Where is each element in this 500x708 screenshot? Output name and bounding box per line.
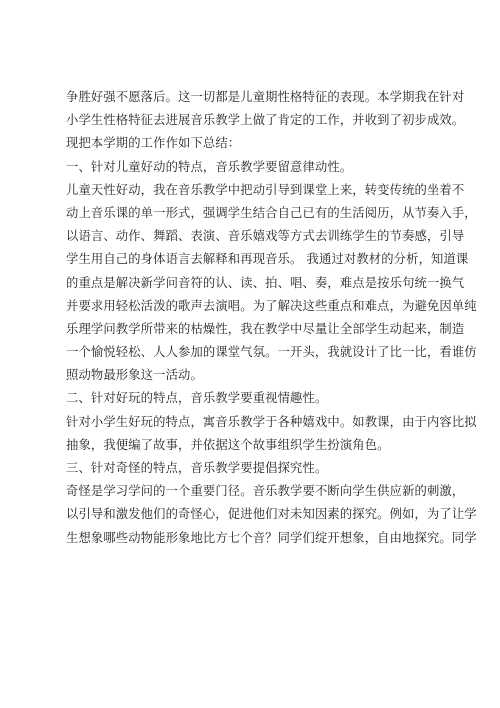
section-heading: 一、针对儿童好动的特点，音乐教学要留意律动性。 bbox=[66, 159, 353, 174]
text-line: 以语言、动作、舞蹈、表演、音乐嬉戏等方式去训练学生的节奏感，引导 bbox=[66, 229, 465, 244]
text-line: 并要求用轻松活泼的歌声去演唱。为了解决这些重点和难点，为避免因单纯 bbox=[66, 298, 477, 313]
text-line: 奇怪是学习学问的一个重要门径。音乐教学要不断向学生供应新的刺激， bbox=[66, 484, 465, 499]
section-heading: 三、针对奇怪的特点，音乐教学要提倡探究性。 bbox=[66, 461, 328, 475]
text-line: 动上音乐课的单一形式，强调学生结合自己已有的生活阅历，从节奏入手， bbox=[66, 205, 477, 220]
text-line: 针对小学生好玩的特点，寓音乐教学于各种嬉戏中。如教课，由于内容比拟 bbox=[66, 414, 477, 429]
text-line: 儿童天性好动，我在音乐教学中把动引导到课堂上来，转变传统的坐着不 bbox=[66, 182, 465, 197]
text-line: 照动物最形象这一活动。 bbox=[66, 368, 203, 383]
text-line: 乐理学问教学所带来的枯燥性，我在教学中尽量让全部学生动起来，制造 bbox=[66, 321, 465, 336]
text-line: 小学生性格特征去进展音乐教学上做了肯定的工作，并收到了初步成效。 bbox=[66, 113, 465, 128]
text-line: 的重点是解决新学问音符的认、读、拍、唱、奏，难点是按乐句统一换气 bbox=[66, 275, 465, 290]
section-heading: 二、针对好玩的特点，音乐教学要重视情趣性。 bbox=[66, 391, 328, 406]
text-line: 一个愉悦轻松、人人参加的课堂气氛。一开头，我就设计了比一比，看谁仿 bbox=[66, 345, 477, 360]
text-line: 以引导和激发他们的奇怪心，促进他们对未知因素的探究。例如，为了让学 bbox=[66, 507, 477, 522]
text-line: 学生用自己的身体语言去解释和再现音乐。 我通过对教材的分析，知道课 bbox=[66, 252, 469, 267]
text-line: 现把本学期的工作作如下总结： bbox=[66, 136, 241, 151]
text-line: 生想象哪些动物能形象地比方七个音？同学们绽开想象，自由地探究。同学 bbox=[66, 530, 477, 545]
text-line: 争胜好强不愿落后。这一切都是儿童期性格特征的表现。本学期我在针对 bbox=[66, 90, 465, 104]
text-line: 抽象，我便编了故事，并依据这个故事组织学生扮演角色。 bbox=[66, 437, 390, 452]
document-body bbox=[66, 86, 477, 550]
